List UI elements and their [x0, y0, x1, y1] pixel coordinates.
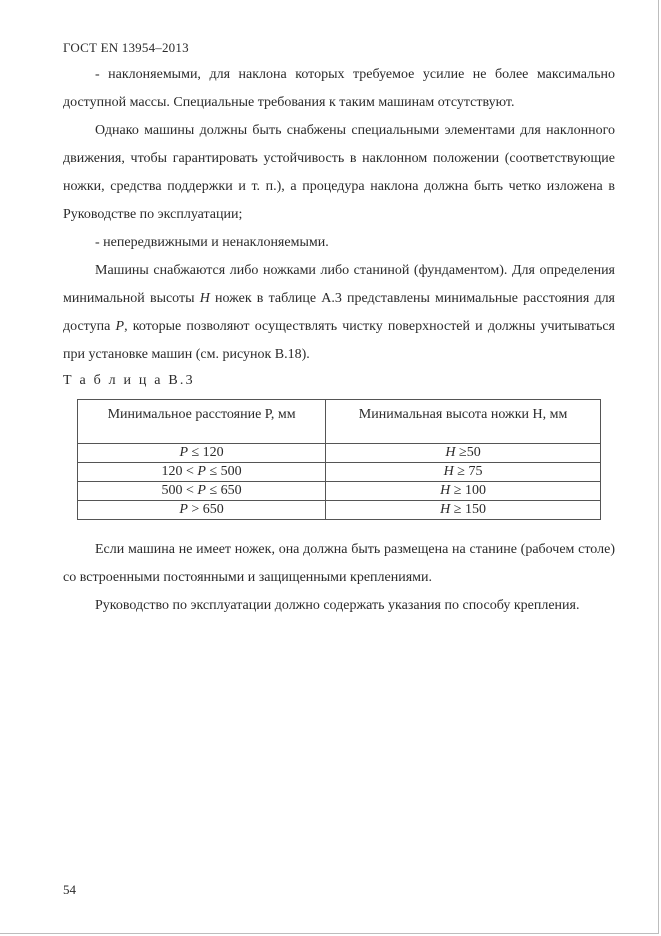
variable-h: H	[199, 291, 210, 306]
table-cell-height: H ≥ 100	[326, 482, 601, 501]
table-row	[78, 463, 601, 482]
table-cell-distance: P > 650	[78, 501, 326, 520]
paragraph-no-legs: Если машина не имеет ножек, она должна быть размещена на станине (рабочем столе) со встроенными постоянными и защищенными креплениями.	[63, 542, 615, 585]
paragraph-special-elements: Однако машины должны быть снабжены специальными элементами для наклонного движения, чтобы гарантировать устойчивость в наклонном положении (соответствующие ножки, средства поддержки и т. п.), а процедура наклона должна быть четко изложена в Руководстве по эксплуатации;	[63, 123, 615, 222]
table-header-distance: Минимальное расстояние Р, мм	[78, 400, 326, 444]
table-row	[78, 501, 601, 520]
paragraph-tiltable: - наклоняемыми, для наклона которых требуемое усилие не более максимально доступной массы. Специальные требования к таким машинам отсутствуют.	[63, 67, 615, 110]
table-cell-height: H ≥50	[326, 444, 601, 463]
table-cell-height: H ≥ 75	[326, 463, 601, 482]
document-code-header: ГОСТ EN 13954–2013	[63, 40, 189, 55]
table-cell-distance: 500 < P ≤ 650	[78, 482, 326, 501]
variable-p: P	[115, 319, 125, 334]
main-content	[63, 61, 615, 620]
table-cell-height: H ≥ 150	[326, 501, 601, 520]
table-title: Т а б л и ц а В.3	[63, 373, 195, 388]
table-row	[78, 482, 601, 501]
paragraph-manual-fixing: Руководство по эксплуатации должно содержать указания по способу крепления.	[95, 598, 580, 613]
paragraph-non-movable: - непередвижными и ненаклоняемыми.	[95, 235, 329, 250]
page-number: 54	[63, 882, 76, 897]
table-cell-distance: P ≤ 120	[78, 444, 326, 463]
table-row	[78, 444, 601, 463]
paragraph-machines-legs: Машины снабжаются либо ножками либо станиной (фундаментом). Для определения минимальной высоты H ножек в таблице А.3 представлены минимальные расстояния для доступа P, которые позволяют осуществлять чистку поверхностей и должны учитываться при установке машин (см. рисунок В.18).	[63, 263, 615, 362]
clearance-table	[77, 399, 601, 520]
table-header-height: Минимальная высота ножки Н, мм	[326, 400, 601, 444]
table-cell-distance: 120 < P ≤ 500	[78, 463, 326, 482]
